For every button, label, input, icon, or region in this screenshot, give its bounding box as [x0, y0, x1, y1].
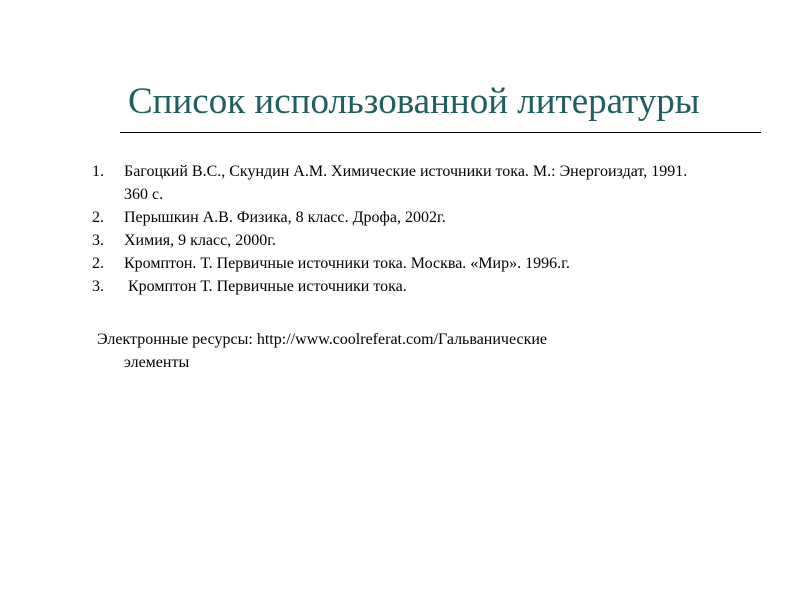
electronic-resources: [97, 328, 697, 374]
reference-text: Кромптон. Т. Первичные источники тока. Москва. «Мир». 1996.г.: [124, 255, 570, 272]
reference-number: 2.: [92, 209, 104, 226]
electronic-resources-line2: элементы: [124, 354, 190, 371]
reference-text: Перышкин А.В. Физика, 8 класс. Дрофа, 2002г.: [124, 209, 446, 226]
reference-number: 3.: [92, 232, 104, 249]
title-underline: [120, 132, 761, 133]
reference-text: Кромптон Т. Первичные источники тока.: [124, 278, 407, 295]
reference-item: [92, 229, 712, 252]
reference-number: 2.: [92, 255, 104, 272]
reference-text: Химия, 9 класс, 2000г.: [124, 232, 276, 249]
reference-number: 1.: [92, 163, 104, 180]
reference-item: [92, 206, 712, 229]
reference-item: [92, 275, 712, 298]
electronic-resources-line1: Электронные ресурсы: http://www.coolreferat.com/Гальванические: [97, 331, 548, 348]
reference-list: [92, 160, 712, 298]
reference-number: 3.: [92, 278, 104, 295]
reference-text: Багоцкий В.С., Скундин А.М. Химические источники тока. М.: Энергоиздат, 1991. 360 с.: [124, 163, 688, 203]
reference-item: [92, 252, 712, 275]
reference-item: [92, 160, 712, 206]
slide-title: Список использованной литературы: [128, 81, 700, 122]
